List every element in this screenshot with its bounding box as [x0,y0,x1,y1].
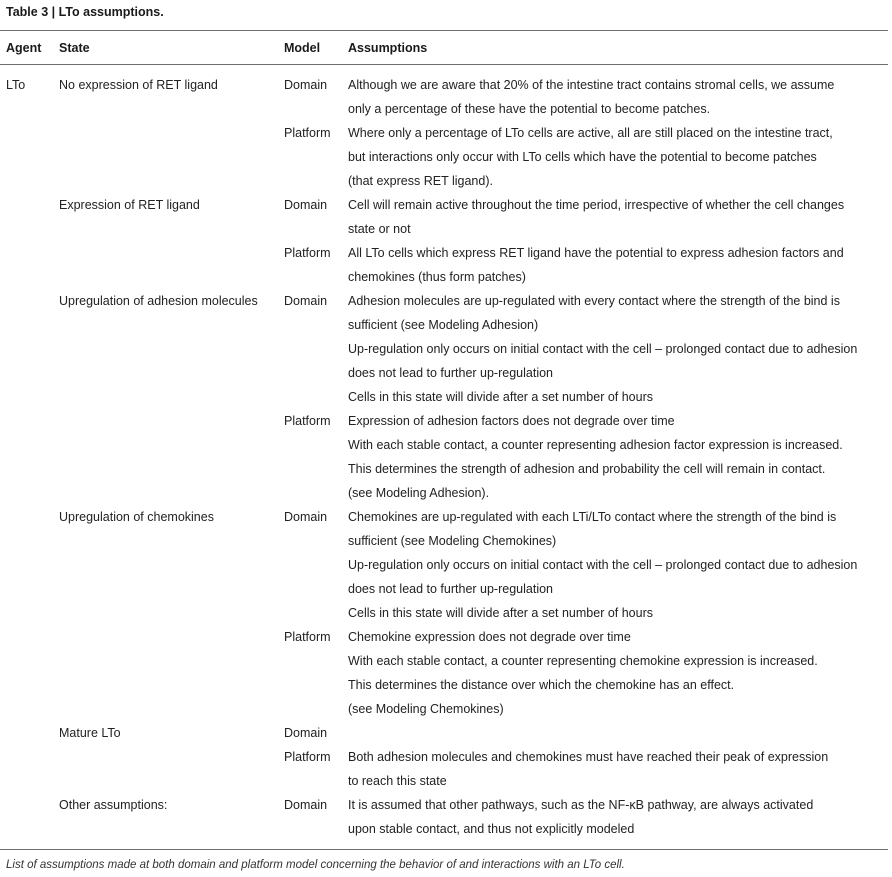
assumption-line: This determines the distance over which the chemokine has an effect. [348,678,735,692]
assumption-line: sufficient (see Modeling Adhesion) [348,318,539,332]
state-cell: Other assumptions: [59,798,168,812]
state-cell: Upregulation of chemokines [59,510,214,524]
model-cell: Platform [284,750,331,764]
table-footnote: List of assumptions made at both domain and platform model concerning the behavior of and interactions with an LTo cell. [6,859,625,871]
state-cell: No expression of RET ligand [59,78,218,92]
state-cell: Upregulation of adhesion molecules [59,294,258,308]
assumption-line: Where only a percentage of LTo cells are active, all are still placed on the intestine tract, [348,126,833,140]
assumption-line: but interactions only occur with LTo cells which have the potential to become patches [348,150,817,164]
assumption-line: Up-regulation only occurs on initial contact with the cell – prolonged contact due to adhesion [348,342,858,356]
model-cell: Platform [284,630,331,644]
assumption-line: Both adhesion molecules and chemokines must have reached their peak of expression [348,750,829,764]
model-cell: Platform [284,246,331,260]
model-cell: Platform [284,126,331,140]
assumption-line: Chemokine expression does not degrade over time [348,630,631,644]
assumption-line: sufficient (see Modeling Chemokines) [348,534,557,548]
assumption-line: chemokines (thus form patches) [348,270,526,284]
assumption-line: Cell will remain active throughout the time period, irrespective of whether the cell changes [348,198,845,212]
assumption-line: Chemokines are up-regulated with each LTi/LTo contact where the strength of the bind is [348,510,837,524]
assumption-line: Cells in this state will divide after a set number of hours [348,390,653,404]
model-cell: Domain [284,798,328,812]
assumption-line: Cells in this state will divide after a set number of hours [348,606,653,620]
assumption-line: Although we are aware that 20% of the intestine tract contains stromal cells, we assume [348,78,835,92]
assumption-line: With each stable contact, a counter representing chemokine expression is increased. [348,654,818,668]
assumption-line: (see Modeling Chemokines) [348,702,504,716]
assumption-line: does not lead to further up-regulation [348,366,553,380]
table-rule-bottom [0,849,888,850]
assumption-line: upon stable contact, and thus not explicitly modeled [348,822,635,836]
assumption-line: With each stable contact, a counter representing adhesion factor expression is increased. [348,438,843,452]
model-cell: Platform [284,414,331,428]
assumption-line: Adhesion molecules are up-regulated with every contact where the strength of the bind is [348,294,840,308]
assumption-line: only a percentage of these have the potential to become patches. [348,102,711,116]
assumption-line: It is assumed that other pathways, such as the NF-κB pathway, are always activated [348,798,814,812]
header-model: Model [284,41,321,55]
header-agent: Agent [6,41,42,55]
model-cell: Domain [284,198,328,212]
header-assumptions: Assumptions [348,41,428,55]
assumption-line: This determines the strength of adhesion and probability the cell will remain in contact. [348,462,826,476]
state-cell: Expression of RET ligand [59,198,200,212]
model-cell: Domain [284,510,328,524]
assumption-line: All LTo cells which express RET ligand have the potential to express adhesion factors and [348,246,844,260]
assumption-line: state or not [348,222,411,236]
assumption-line: does not lead to further up-regulation [348,582,553,596]
table-rule-header [0,64,888,65]
header-state: State [59,41,90,55]
table-caption: Table 3 | LTo assumptions. [6,5,164,19]
model-cell: Domain [284,78,328,92]
state-cell: Mature LTo [59,726,121,740]
table-rule-top [0,30,888,31]
assumption-line: (that express RET ligand). [348,174,493,188]
assumption-line: (see Modeling Adhesion). [348,486,490,500]
assumption-line: Expression of adhesion factors does not degrade over time [348,414,675,428]
model-cell: Domain [284,726,328,740]
agent-cell: LTo [6,78,26,92]
model-cell: Domain [284,294,328,308]
assumption-line: to reach this state [348,774,447,788]
assumption-line: Up-regulation only occurs on initial contact with the cell – prolonged contact due to adhesion [348,558,858,572]
